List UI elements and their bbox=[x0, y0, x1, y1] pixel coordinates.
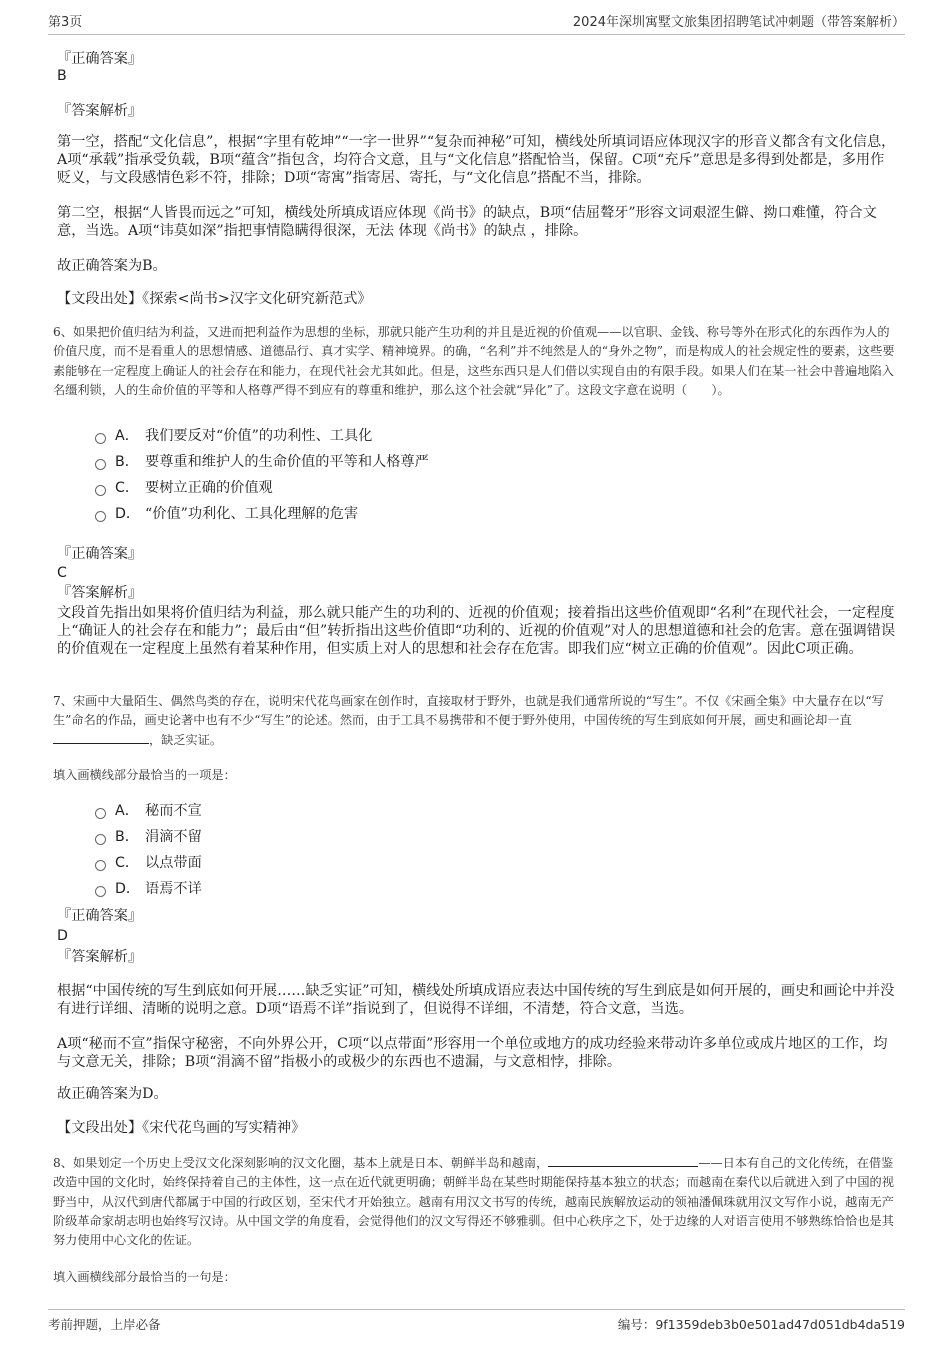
option-letter: B． bbox=[115, 829, 139, 845]
option-b[interactable] bbox=[95, 828, 202, 846]
analysis-label: 『答案解析』 bbox=[57, 585, 143, 601]
question-prompt: 填入画横线部分最恰当的一句是： bbox=[53, 1270, 236, 1284]
option-letter: B． bbox=[115, 454, 139, 470]
analysis-label: 『答案解析』 bbox=[57, 949, 143, 965]
answer-value: D bbox=[57, 928, 68, 944]
option-letter: D． bbox=[115, 506, 141, 522]
analysis-paragraph: 第二空，根据“人皆畏而远之”可知，横线处所填成语应体现《尚书》的缺点，B项“佶屈聱牙”形容文词艰涩生僻、拗口难懂，符合文意，当选。A项“讳莫如深”指把事情隐瞒得很深，无法 体现《尚书》的缺点 ，排除。 bbox=[57, 205, 877, 239]
option-letter: C． bbox=[115, 480, 140, 496]
option-d[interactable] bbox=[95, 880, 202, 898]
stem-text: 7、宋画中大量陌生、偶然鸟类的存在，说明宋代花鸟画家在创作时，直接取材于野外，也就是我们通常所说的“写生”。不仅《宋画全集》中大量存在以“写生”命名的作品，画史论著中也有不少“写生”的论述。然而，由于工具不易携带和不便于野外使用，中国传统的写生到底如何开展，画史和画论却一直 bbox=[53, 694, 884, 728]
page-header bbox=[48, 12, 905, 35]
option-text: 我们要反对“价值”的功利性、工具化 bbox=[145, 428, 373, 444]
option-text: 秘而不宣 bbox=[145, 803, 202, 819]
option-letter: A． bbox=[115, 428, 139, 444]
option-text: 以点带面 bbox=[145, 855, 202, 871]
option-letter: A． bbox=[115, 803, 139, 819]
analysis-label: 『答案解析』 bbox=[57, 103, 143, 119]
radio-button[interactable] bbox=[95, 886, 106, 897]
question-prompt: 填入画横线部分最恰当的一项是： bbox=[53, 768, 236, 782]
conclusion: 故正确答案为D。 bbox=[57, 1086, 168, 1102]
footer-slogan: 考前押题，上岸必备 bbox=[48, 1317, 161, 1332]
question-stem: 6、如果把价值归结为利益，又进而把利益作为思想的坐标，那就只能产生功利的并且是近视的价值观——以官职、金钱、称号等外在形式化的东西作为人的价值尺度，而不是看重人的思想情感、道德品行、真才实学、精神境界。的确，“名利”并不纯然是人的“身外之物”，而是构成人的社会规定性的要素，这些要素能够在一定程度上确证人的社会存在和能力，在现代社会尤其如此。但是，这些东西只是人们借以实现自由的有限手段。如果人们在某一社会中普遍地陷入名缰利锁，人的生命价值的平等和人格尊严得不到应有的尊重和维护，那么这个社会就“异化”了。这段文字意在说明（ ）。 bbox=[53, 325, 895, 397]
option-text: 要尊重和维护人的生命价值的平等和人格尊严 bbox=[145, 454, 429, 470]
answer-label: 『正确答案』 bbox=[57, 908, 143, 924]
option-text: 语焉不详 bbox=[145, 881, 202, 897]
radio-button[interactable] bbox=[95, 511, 106, 522]
question-stem bbox=[53, 1154, 898, 1250]
option-b[interactable] bbox=[95, 453, 429, 471]
page-footer bbox=[48, 1309, 905, 1336]
stem-text: ，缺乏实证。 bbox=[149, 732, 223, 747]
option-text: “价值”功利化、工具化理解的危害 bbox=[145, 506, 359, 522]
option-letter: C． bbox=[115, 855, 140, 871]
option-d[interactable] bbox=[95, 505, 358, 523]
source-citation: 【文段出处】《宋代花鸟画的写实精神》 bbox=[57, 1120, 306, 1136]
fill-blank bbox=[548, 1154, 698, 1167]
option-letter: D． bbox=[115, 881, 141, 897]
option-a[interactable] bbox=[95, 802, 202, 820]
answer-value: B bbox=[57, 68, 67, 84]
document-id: 编号：9f1359deb3b0e501ad47d051db4da519 bbox=[617, 1317, 905, 1332]
radio-button[interactable] bbox=[95, 834, 106, 845]
stem-text: ——日本有自己的文化传统，在借鉴改造中国的文化时，始终保持着自己的主体性，这一点在近代就更明确；朝鲜半岛在某些时期能保持基本独立的状态；而越南在秦代以后就进入到了中国的视野当中，从汉代到唐代都属于中国的行政区划，至宋代才开始独立。越南有用汉文书写的传统，越南民族解放运动的领袖潘佩珠就用汉文写作小说，越南无产阶级革命家胡志明也始终写汉诗。从中国文学的角度看，会觉得他们的汉文写得还不够雅驯。但中心秩序之下，处于边缘的人对语言使用不够熟练恰恰也是其努力使用中心文化的佐证。 bbox=[53, 1156, 894, 1248]
answer-label: 『正确答案』 bbox=[57, 51, 143, 67]
radio-button[interactable] bbox=[95, 485, 106, 496]
conclusion: 故正确答案为B。 bbox=[57, 258, 167, 274]
option-text: 要树立正确的价值观 bbox=[145, 480, 273, 496]
radio-button[interactable] bbox=[95, 459, 106, 470]
fill-blank bbox=[53, 731, 149, 744]
option-c[interactable] bbox=[95, 854, 202, 872]
source-citation: 【文段出处】《探索<尚书>汉字文化研究新范式》 bbox=[57, 291, 372, 307]
option-c[interactable] bbox=[95, 479, 273, 497]
page-number: 第3页 bbox=[48, 15, 83, 30]
answer-label: 『正确答案』 bbox=[57, 546, 143, 562]
analysis-paragraph: A项“秘而不宣”指保守秘密，不向外界公开，C项“以点带面”形容用一个单位或地方的成功经验来带动许多单位或成片地区的工作，均与文意无关，排除；B项“涓滴不留”指极小的或极少的东西也不遗漏，与文意相悖，排除。 bbox=[57, 1036, 888, 1070]
radio-button[interactable] bbox=[95, 433, 106, 444]
answer-value: C bbox=[57, 565, 67, 581]
analysis-paragraph: 文段首先指出如果将价值归结为利益，那么就只能产生的功利的、近视的价值观；接着指出这些价值观即“名利”在现代社会，一定程度上“确证人的社会存在和能力”；最后由“但”转折指出这些价值即“功利的、近视的价值观”对人的思想道德和社会的危害。意在强调错误的价值观在一定程度上虽然有着某种作用，但实质上对人的思想和社会存在危害。即我们应“树立正确的价值观”。因此C项正确。 bbox=[57, 605, 896, 657]
analysis-paragraph: 第一空，搭配“文化信息”，根据“字里有乾坤”“一字一世界”“复杂而神秘”可知，横线处所填词语应体现汉字的形音义都含有文化信息，A项“承载”指承受负载，B项“蕴含”指包含，均符合文意，且与“文化信息”搭配恰当，保留。C项“充斥”意思是多得到处都是，多用作贬义，与文段感情色彩不符，排除；D项“寄寓”指寄居、寄托，与“文化信息”搭配不当，排除。 bbox=[57, 134, 896, 186]
radio-button[interactable] bbox=[95, 860, 106, 871]
analysis-paragraph: 根据“中国传统的写生到底如何开展……缺乏实证”可知，横线处所填成语应表达中国传统的写生到底是如何开展的，画史和画论中并没有进行详细、清晰的说明之意。D项“语焉不详”指说到了，但说得不详细，不清楚，符合文意，当选。 bbox=[57, 983, 895, 1017]
document-title: 2024年深圳寓墅文旅集团招聘笔试冲刺题（带答案解析） bbox=[572, 15, 905, 30]
option-text: 涓滴不留 bbox=[145, 829, 202, 845]
question-stem bbox=[53, 692, 898, 750]
stem-text: 8、如果划定一个历史上受汉文化深刻影响的汉文化圈，基本上就是日本、朝鲜半岛和越南， bbox=[53, 1156, 549, 1170]
option-a[interactable] bbox=[95, 427, 372, 445]
radio-button[interactable] bbox=[95, 808, 106, 819]
